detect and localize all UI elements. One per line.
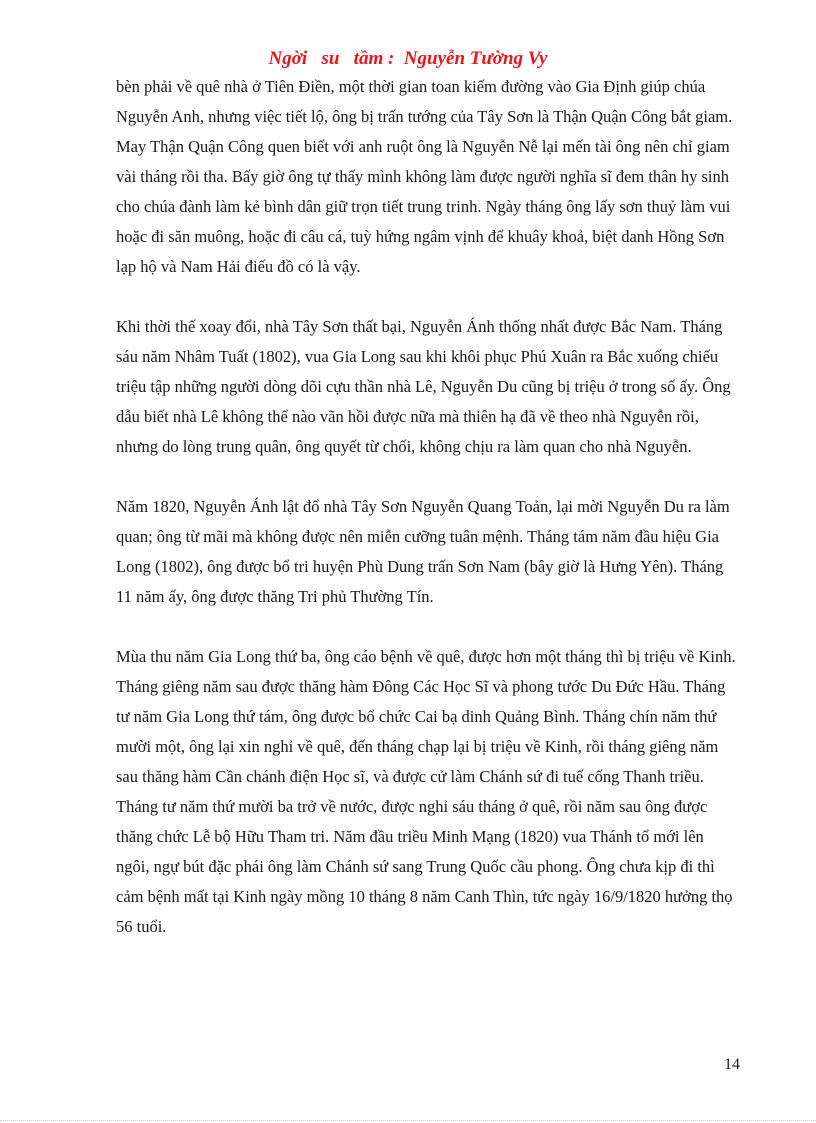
paragraph-2: Khi thời thế xoay đổi, nhà Tây Sơn thất bại, Nguyễn Ánh thống nhất được Bắc Nam. Tháng sáu năm Nhâm Tuất (1802), vua Gia Long sau khi khôi phục Phú Xuân ra Bắc xuống chiếu triệu tập những người dòng dõi cựu thần nhà Lê, Nguyễn Du cũng bị triệu ở trong số ấy. Ông dẫu biết nhà Lê không thể nào vãn hồi được nữa mà thiên hạ đã về theo nhà Nguyễn rồi, nhưng do lòng trung quân, ông quyết từ chối, không chịu ra làm quan cho nhà Nguyễn. xyxy=(116,317,731,456)
paragraph-1: bèn phải về quê nhà ở Tiên Điền, một thời gian toan kiếm đường vào Gia Định giúp chúa Nguyễn Anh, nhưng việc tiết lộ, ông bị trấn tướng của Tây Sơn là Thận Quận Công bắt giam. May Thận Quận Công quen biết với anh ruột ông là Nguyễn Nễ lại mến tài ông nên chỉ giam vài tháng rồi tha. Bấy giờ ông tự thấy mình không làm được người nghĩa sĩ đem thân hy sinh cho chúa đành làm kẻ bình dân giữ trọn tiết trung trinh. Ngày tháng ông lấy sơn thuỷ làm vui hoặc đi săn muông, hoặc đi câu cá, tuỳ hứng ngâm vịnh để khuây khoả, biệt danh Hồng Sơn lạp hộ và Nam Hải điếu đồ có là vậy. xyxy=(116,77,733,276)
page-header: Ngời su tầm : Nguyễn Tường Vy xyxy=(268,48,548,69)
paragraph-3: Năm 1820, Nguyễn Ánh lật đổ nhà Tây Sơn Nguyễn Quang Toản, lại mời Nguyễn Du ra làm quan; ông từ mãi mà không được nên miễn cưỡng tuân mệnh. Tháng tám năm đầu hiệu Gia Long (1802), ông được bổ tri huyện Phù Dung trấn Sơn Nam (bây giờ là Hưng Yên). Tháng 11 năm ấy, ông được thăng Tri phủ Thường Tín. xyxy=(116,497,730,606)
paragraph-4: Mùa thu năm Gia Long thứ ba, ông cáo bệnh về quê, được hơn một tháng thì bị triệu về Kinh. Tháng giêng năm sau được thăng hàm Đông Các Học Sĩ và phong tước Du Đức Hầu. Tháng tư năm Gia Long thứ tám, ông được bổ chức Cai bạ dinh Quảng Bình. Tháng chín năm thứ mười một, ông lại xin nghỉ về quê, đến tháng chạp lại bị triệu về Kinh, rồi tháng giêng năm sau thăng hàm Cần chánh điện Học sĩ, và được cử làm Chánh sứ đi tuế cống Thanh triều. Tháng tư năm thứ mười ba trở về nước, được nghỉ sáu tháng ở quê, rồi năm sau ông được thăng chức Lễ bộ Hữu Tham tri. Năm đầu triều Minh Mạng (1820) vua Thánh tổ mới lên ngôi, ngự bút đặc phái ông làm Chánh sứ sang Trung Quốc cầu phong. Ông chưa kịp đi thì cảm bệnh mất tại Kinh ngày mồng 10 tháng 8 năm Canh Thìn, tức ngày 16/9/1820 hưởng thọ 56 tuổi. xyxy=(116,647,736,936)
document-body xyxy=(116,72,738,972)
page-number: 14 xyxy=(724,1056,740,1073)
page-divider xyxy=(0,1120,816,1121)
